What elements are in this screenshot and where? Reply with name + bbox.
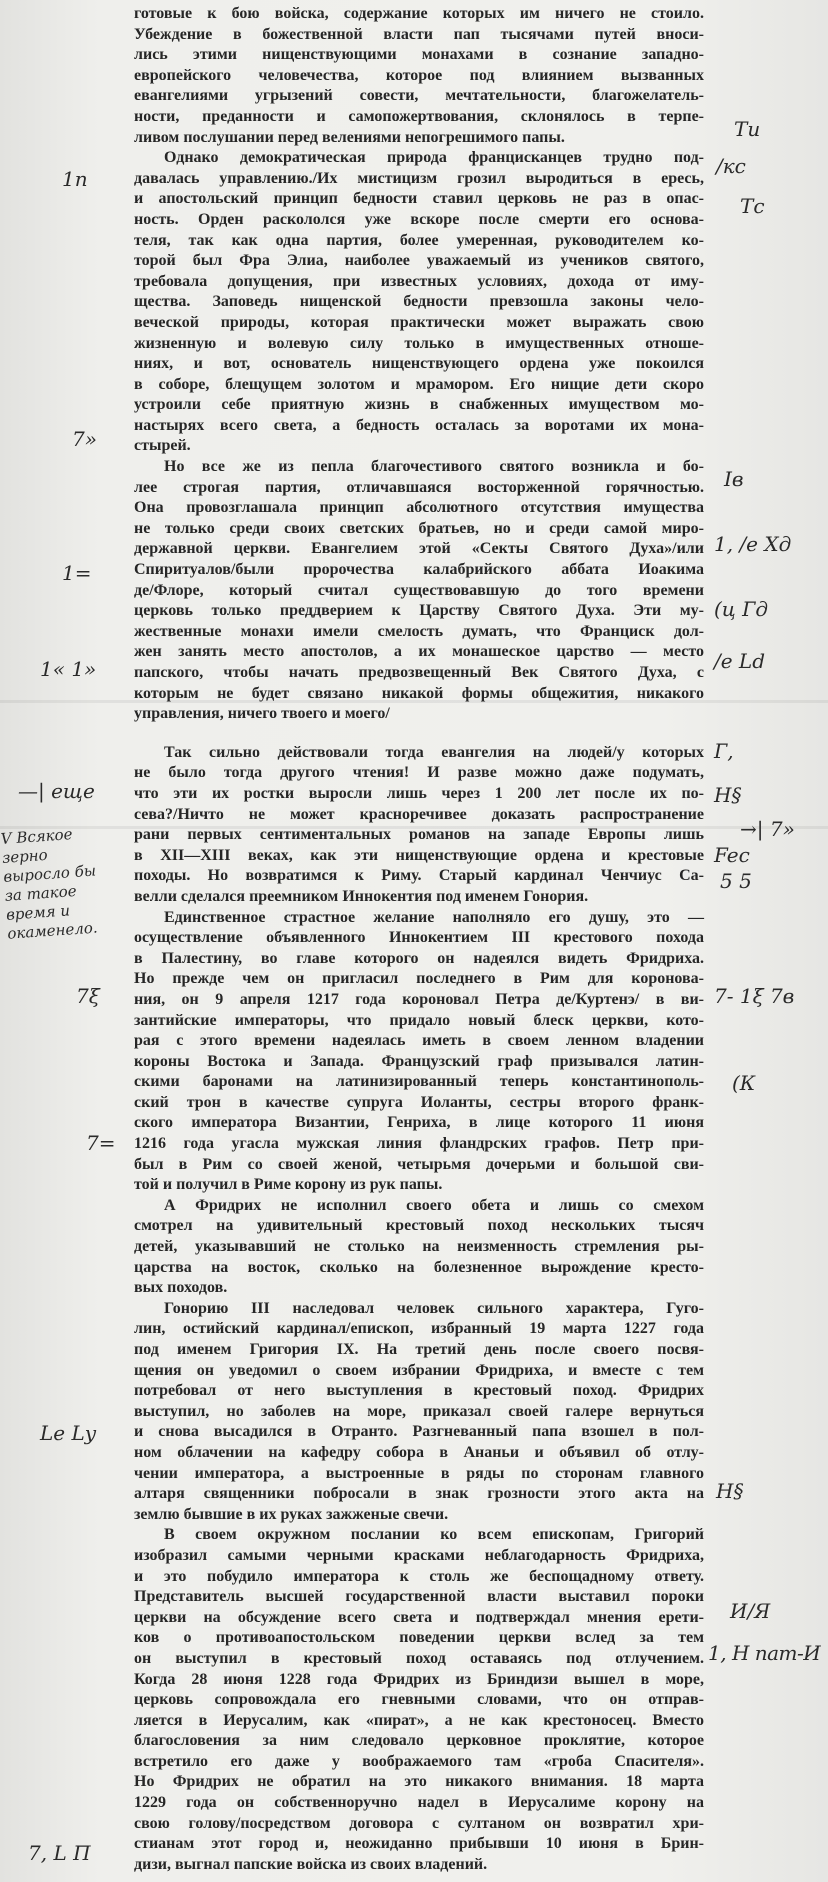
- text-line: теля, так как одна партия, более умеренная, руководителем ко-: [134, 231, 704, 249]
- text-line: скими баронами на латинизированный теперь константинополь-: [134, 1073, 704, 1091]
- handwritten-margin-note: V Всякое зерно выросло бы за такое время и окаменело.: [0, 825, 99, 943]
- text-line: готовые к бою войска, содержание которых им ничего не стоило.: [134, 5, 704, 22]
- text-line: де/Флоре, который считал существовавшую до того времени: [134, 581, 704, 599]
- text-line: детей, указывавший не столько на неизменность стремления ры-: [134, 1238, 704, 1256]
- paragraph: [134, 1525, 704, 1875]
- proof-mark: —| еще: [18, 779, 95, 803]
- text-line: в XII—XIII веках, как эти нищенствующие ордена и крестовые: [134, 846, 704, 864]
- proof-mark: 5 5: [720, 869, 752, 893]
- text-line: церкви на обсуждение всего света и подтверждал мнения ерети-: [134, 1608, 704, 1626]
- proof-mark: Ів: [724, 467, 744, 491]
- text-line: не было тогда другого чтения! И разве можно даже подумать,: [134, 764, 704, 782]
- proof-mark: 7=: [86, 1131, 116, 1155]
- proof-mark: 7ξ: [76, 984, 100, 1008]
- text-line: и это побудило императора к столь же беспощадному ответу.: [134, 1567, 704, 1585]
- proof-mark: (К: [732, 1071, 756, 1095]
- text-line: он выступил в крестовый поход оставаясь под отлучением.: [134, 1649, 704, 1667]
- text-line: под именем Григория IX. На третий день после своего посвя-: [134, 1341, 704, 1358]
- text-line: был в Рим со своей женой, четырьмя дочерьми и большой сви-: [134, 1155, 704, 1173]
- text-line: ский трон в качестве супруга Иоланты, сестры второго франк-: [134, 1093, 704, 1111]
- text-line: ния, он 9 апреля 1217 года короновал Петра де/Куртенэ/ в ви-: [134, 990, 704, 1008]
- text-line: В своем окружном послании ко всем епископам, Григорий: [164, 1526, 704, 1544]
- paragraph: [134, 4, 704, 148]
- text-line: изобразил самыми черными красками неблагодарность Фридриха,: [134, 1546, 704, 1564]
- proof-mark: →| 7»: [740, 817, 795, 841]
- text-line: ность. Орден раскололся уже вскоре после смерти его основа-: [134, 210, 704, 228]
- text-line: А Фридрих не исполнил своего обета и лишь со смехом: [164, 1196, 704, 1214]
- proof-mark: 1, /е Хд: [714, 532, 792, 556]
- proof-mark: 1п: [62, 167, 88, 191]
- paragraph: [134, 1196, 704, 1299]
- text-line: царства на восток, сколько на болезненное вырождение кресто-: [134, 1258, 704, 1276]
- text-line: церковь только преддверием к Царству Святого Духа. Эти му-: [134, 602, 704, 620]
- text-line: стырей.: [134, 437, 191, 455]
- text-line: Но все же из пепла благочестивого святого возникла и бо-: [164, 458, 704, 476]
- proof-mark: Ти: [734, 117, 761, 141]
- text-line: ского императора Византии, Генриха, в лице которого 11 июня: [134, 1114, 704, 1132]
- paragraph: [134, 1299, 704, 1526]
- text-line: вых походов.: [134, 1279, 228, 1297]
- proof-mark: Г,: [714, 739, 734, 763]
- text-line: ниях, и вот, основатель нищенствующего ордена уже покоился: [134, 355, 704, 373]
- text-line: Представитель высшей государственной власти выставил пороки: [134, 1588, 704, 1606]
- text-line: Спиритуалов/были пророчества калабрийского аббата Иоакима: [134, 561, 704, 579]
- text-line: свою голову/посредством договора с султаном он возвратил хри-: [134, 1814, 704, 1832]
- text-line: выступил, но заболев на море, приказал своей галере вернуться: [134, 1402, 704, 1420]
- text-line: встретило его даже у воображаемого там «гроба Спасителя».: [134, 1752, 704, 1770]
- text-line: жен занять место апостолов, а их монашеское царство — место: [134, 643, 704, 661]
- text-line: рая с этого времени надеялась иметь в своем ленном владении: [134, 1032, 704, 1050]
- text-line: жизненную и волевую силу только в имущественных отноше-: [134, 334, 704, 352]
- text-line: дизи, выгнал папские войска из своих владений.: [134, 1855, 488, 1873]
- text-line: веческой природы, которая практически может выражать свою: [134, 313, 704, 331]
- proof-mark: 7»: [72, 427, 97, 451]
- text-line: Но Фридрих не обратил на это никакого внимания. 18 марта: [134, 1773, 704, 1791]
- text-line: зантийские императоры, что придало новый блеск церкви, кото-: [134, 1011, 704, 1029]
- text-line: которым не будет связано никакой формы общежития, никакого: [134, 684, 704, 702]
- text-line: потребовал от него выступления в крестовый поход. Фридрих: [134, 1382, 704, 1400]
- text-line: ливом послушании перед велениями непогрешимого папы.: [134, 128, 565, 146]
- text-line: рани первых сентиментальных романов на западе Европы лишь: [134, 826, 704, 844]
- text-line: и снова высадился в Отранто. Разгневанный папа взошел в пол-: [134, 1423, 704, 1441]
- text-line: папского, чтобы начать предвозвещенный Век Святого Духа, с: [134, 664, 704, 681]
- proof-mark: Н§: [716, 1479, 744, 1503]
- paragraph: [134, 908, 704, 1196]
- text-line: 1229 года он собственноручно надел в Иерусалиме корону на: [134, 1794, 704, 1812]
- proof-mark: Lе Lу: [40, 1421, 97, 1445]
- proof-mark: 1, Н пат-И: [708, 1641, 821, 1665]
- text-line: державной церкви. Евангелием этой «Секты Святого Духа»/или: [134, 540, 704, 558]
- text-line: Единственное страстное желание наполняло его душу, это —: [164, 908, 704, 926]
- text-line: той и получил в Риме корону из рук папы.: [134, 1176, 443, 1194]
- text-line: настырях всего света, а бедность осталась за воротами их мона-: [134, 416, 704, 434]
- text-line: щества. Заповедь нищенской бедности превзошла законы чело-: [134, 293, 704, 311]
- text-line: Однако демократическая природа францисканцев трудно под-: [164, 149, 704, 167]
- text-line: велли сделался преемником Иннокентия под именем Гонория.: [134, 887, 589, 905]
- proof-mark: Н§: [714, 783, 742, 807]
- text-line: Когда 28 июня 1228 года Фридрих из Бриндизи вышел в море,: [134, 1670, 704, 1688]
- text-line: ков о противоапостольском поведении церкви вслед за тем: [134, 1629, 704, 1647]
- body-text: [134, 4, 704, 1875]
- proof-mark: 7, L П: [28, 1841, 91, 1865]
- text-line: в Палестину, во главе которого он надеялся видеть Фридриха.: [134, 949, 704, 967]
- text-line: Гонорию III наследовал человек сильного характера, Гуго-: [164, 1299, 704, 1317]
- text-line: благословения за ним следовало церковное проклятие, которое: [134, 1732, 704, 1750]
- proof-mark: Fec: [714, 843, 750, 867]
- proof-mark: И/Я: [730, 1599, 771, 1623]
- text-line: походы. Но возвратимся к Риму. Старый кардинал Ченчиус Са-: [134, 867, 704, 885]
- text-line: лись этими нищенствующими монахами в сознание западно-: [134, 46, 704, 64]
- proof-mark: /кс: [716, 154, 746, 178]
- text-line: устроили себе приятную жизнь в снабженных имуществом мо-: [134, 396, 704, 414]
- text-line: Убеждение в божественной власти пап тысячами путей вноси-: [134, 25, 704, 43]
- text-line: торой был Фра Элиа, наиболее уважаемый из учеников святого,: [134, 252, 704, 270]
- text-line: ности, преданности и самопожертвования, склонялось в терпе-: [134, 107, 704, 125]
- text-line: ляется в Иерусалим, как «пират», а не как крестоносец. Вместо: [134, 1711, 704, 1729]
- text-line: и апостольский принцип бедности ставил церковь не раз в опас-: [134, 190, 704, 208]
- text-line: короны Востока и Запада. Французский граф призывался латин-: [134, 1052, 704, 1070]
- text-line: алтаря священники побросали в знак грозности этого акта на: [134, 1485, 704, 1503]
- paragraph: [134, 148, 704, 457]
- proof-mark: (ц Гд: [714, 597, 769, 621]
- text-line: евангелиями угрызений совести, мечтательности, благожелатель-: [134, 87, 704, 105]
- paragraph: [134, 743, 704, 908]
- text-line: не только среди своих светских братьев, но и среди самой миро-: [134, 519, 704, 537]
- text-line: лин, остийский кардинал/епископ, избранный 19 марта 1227 года: [134, 1320, 704, 1338]
- text-line: 1216 года угасла мужская линия фландрских графов. Петр при-: [134, 1135, 704, 1153]
- text-line: управления, ничего твоего и моего/: [134, 705, 390, 723]
- text-line: Так сильно действовали тогда евангелия на людей/у которых: [164, 743, 704, 761]
- text-line: Но прежде чем он пригласил последнего в Рим для коронова-: [134, 970, 704, 988]
- text-line: церковь сопровождала его гневными словами, что он отправ-: [134, 1691, 704, 1709]
- text-line: европейского человечества, которое под влиянием вызванных: [134, 66, 704, 84]
- text-line: Она провозглашала принцип абсолютного отсутствия имущества: [134, 499, 704, 517]
- proof-mark: 1=: [62, 561, 92, 585]
- text-line: смотрел на удивительный крестовый поход нескольких тысяч: [134, 1217, 704, 1235]
- text-line: жественные монахи имели смелость думать, что Франциск дол-: [134, 622, 704, 640]
- text-line: чении императора, а выстроенные в ряды по сторонам главного: [134, 1464, 704, 1482]
- text-line: сева?/Ничто не может красноречивее доказать распространение: [134, 805, 704, 823]
- text-line: требовала допущения, при известных условиях, дохода от иму-: [134, 272, 704, 290]
- text-line: землю бывшие в их руках зажженые свечи.: [134, 1505, 449, 1523]
- proof-mark: 7- 1ξ 7в: [714, 984, 795, 1008]
- text-line: стианам этот город и, неожиданно прибывши 10 июня в Брин-: [134, 1835, 704, 1853]
- proof-mark: Тс: [740, 194, 765, 218]
- text-line: лее строгая партия, отличавшаяся восторженной горячностью.: [134, 478, 704, 496]
- text-line: давалась управлению./Их мистицизм грозил выродиться в ересь,: [134, 169, 704, 187]
- text-line: осуществление объявленного Иннокентием III крестового похода: [134, 929, 704, 947]
- proof-mark: 1« 1»: [40, 657, 97, 681]
- paragraph: [134, 457, 704, 725]
- proof-mark: /е Ld: [714, 649, 766, 673]
- text-line: щения он уведомил о своем избрании Фридриха, и вместе с тем: [134, 1361, 704, 1379]
- text-line: что эти их ростки выросли лишь через 1 200 лет после их по-: [134, 784, 704, 802]
- text-line: ном облачении на кафедру собора в Ананьи и объявил об отлу-: [134, 1443, 704, 1461]
- text-line: в соборе, блещущем золотом и мрамором. Его нищие дети скоро: [134, 375, 704, 393]
